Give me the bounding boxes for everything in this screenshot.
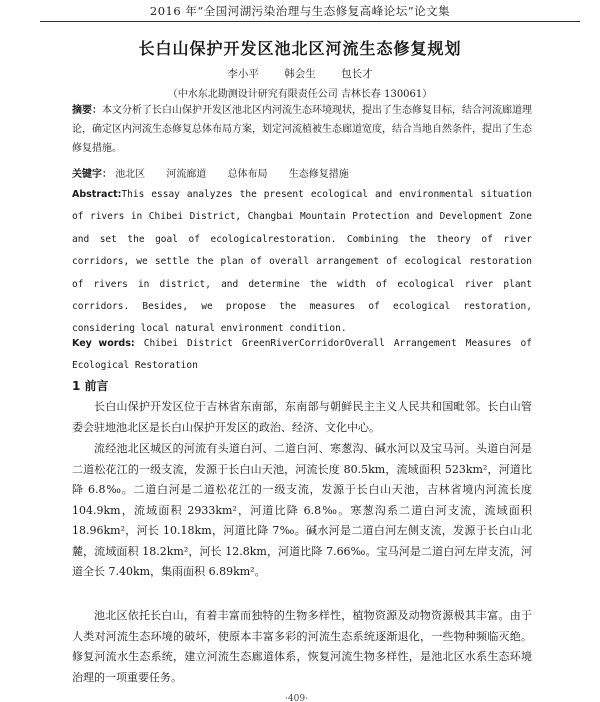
author-name: 韩会生: [284, 68, 316, 80]
keyword-item: 总体布局: [227, 169, 268, 180]
keywords-cn: [72, 165, 532, 184]
keywords-en: [72, 333, 532, 378]
abstract-cn: [72, 101, 532, 158]
keywords-en-label: Key words:: [72, 338, 135, 349]
abstract-en: [72, 184, 532, 341]
author-name: 包长才: [341, 68, 373, 80]
keyword-item: 河流廊道: [166, 169, 207, 180]
running-header: 2016 年“全国河湖污染治理与生态修复高峰论坛”论文集: [149, 4, 451, 18]
keyword-item: 池北区: [115, 169, 146, 180]
keywords-cn-label: 关键字：: [72, 169, 112, 180]
body-paragraph: 池北区依托长白山，有着丰富而独特的生物多样性，植物资源及动物资源极其丰富。由于人类对河流生态环境的破坏，使原本丰富多彩的河流生态系统逐渐退化，一些物种频临灭绝。修复河流水生态系统，建立河流生态廊道体系，恢复河流生物多样性，是池北区水系生态环境治理的一项重要任务。: [72, 609, 532, 684]
page-number: ·409·: [285, 694, 308, 702]
keyword-item: 生态修复措施: [288, 169, 349, 180]
author-list: [0, 66, 600, 81]
author-name: 李小平: [227, 68, 259, 80]
abstract-en-label: Abstract:: [72, 189, 122, 200]
abstract-cn-text: 本文分析了长白山保护开发区池北区内河流生态环境现状，提出了生态修复目标，结合河流廊道理论，确定区内河流生态修复总体布局方案，划定河流植被生态廊道宽度，结合当地自然条件，提出了生态修复措施。: [72, 105, 532, 154]
paper-title: 长白山保护开发区池北区河流生态修复规划: [138, 39, 462, 58]
section-heading: 1 前言: [72, 379, 109, 393]
body-paragraph: 长白山保护开发区位于吉林省东南部，东南部与朝鲜民主主义人民共和国毗邻。长白山管委会驻地池北区是长白山保护开发区的政治、经济、文化中心。: [72, 400, 532, 434]
abstract-cn-label: 摘要：: [72, 105, 102, 116]
header-rule: [40, 21, 580, 22]
abstract-en-text: This essay analyzes the present ecological and environmental situation of rivers in Chibei District, Changbai Mountain Protection and Development Zone and set the goal of ecologicalrestoration. Combining the theory of river corridors, we settle the plan of overall arrangement of ecological restoration of rivers in district, and determine the width of ecological river plant corridors. Besides, we propose the measures of ecological restoration, considering local natural environment condition.: [72, 189, 532, 335]
body-paragraph: 流经池北区城区的河流有头道白河、二道白河、寒葱沟、碱水河以及宝马河。头道白河是二道松花江的一级支流，发源于长白山天池，河流长度 80.5km，流域面积 523km²，河道比降 6.8‰。二道白河是二道松花江的一级支流，发源于长白山天池，吉林省境内河流长度 104.9km，流域面积 2933km²，河道比降 6.8‰。寒葱沟系二道白河支流，流域面积 18.96km²，河长 10.18km，河道比降 7‰。碱水河是二道白河左侧支流，发源于长白山北麓，流域面积 18.2km²，河长 12.8km，河道比降 7.66‰。宝马河是二道白河左岸支流，河道全长 7.40km，集雨面积 6.89km²。: [72, 442, 532, 578]
affiliation: （中水东北勘测设计研究有限责任公司 吉林长春 130061）: [167, 89, 433, 100]
keywords-en-text: Chibei District GreenRiverCorridorOverall Arrangement Measures of Ecological Restoration: [72, 338, 532, 372]
